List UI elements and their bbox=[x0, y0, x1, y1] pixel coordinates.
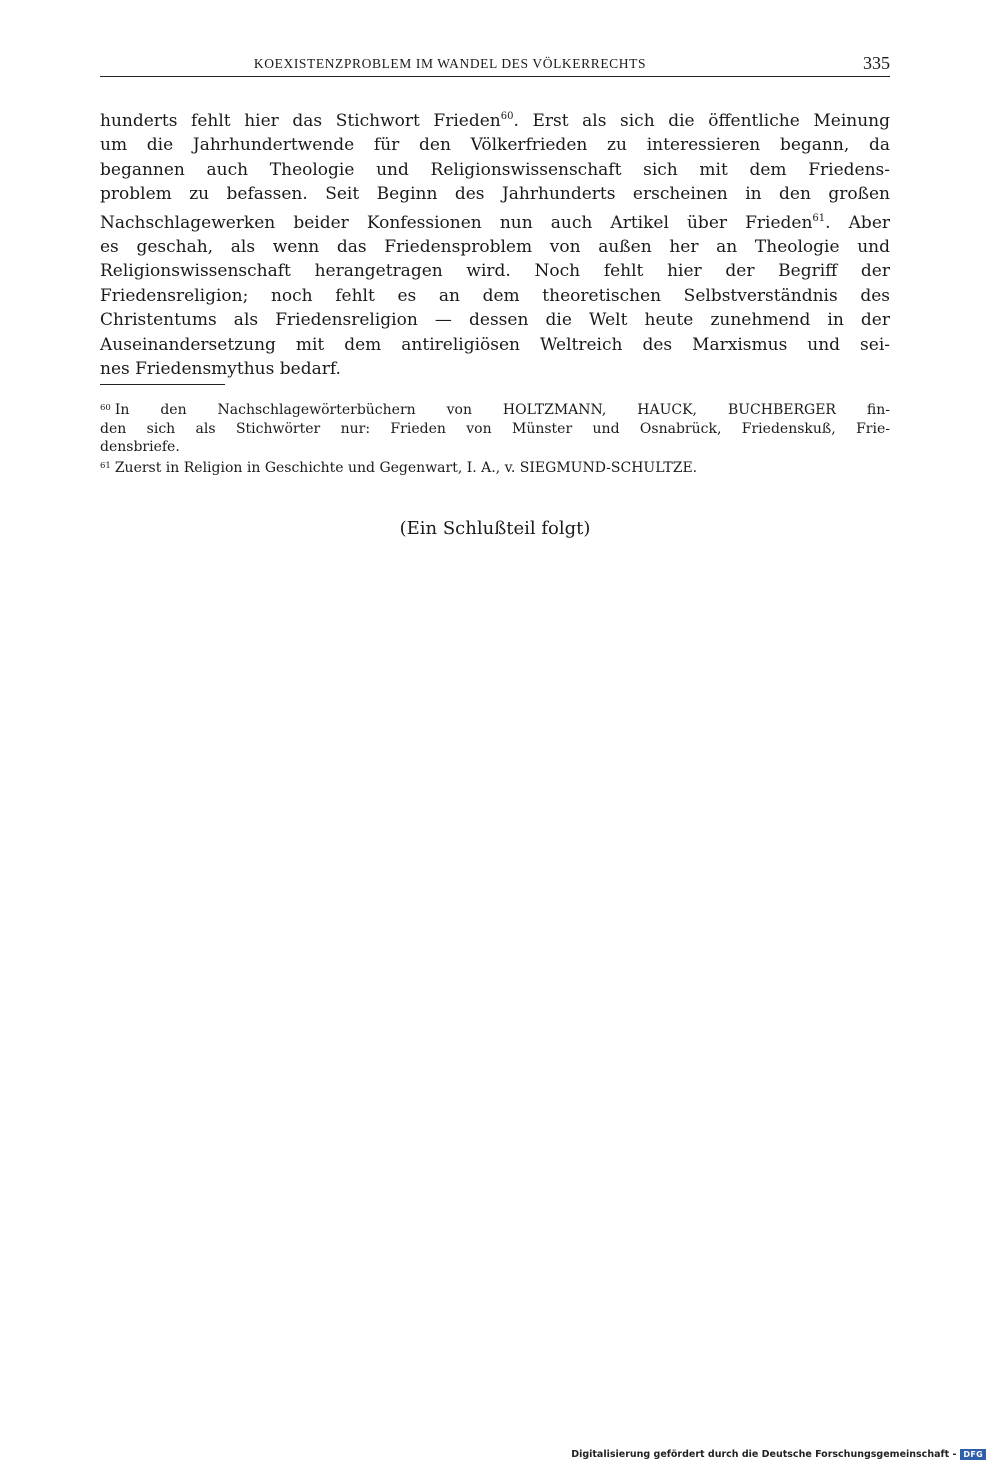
page-number: 335 bbox=[863, 53, 890, 73]
body-line: nes Friedensmythus bedarf. bbox=[100, 359, 341, 380]
footnote-ref-60: 60 bbox=[500, 111, 514, 122]
running-title: KOEXISTENZPROBLEM IM WANDEL DES VÖLKERRECHTS bbox=[253, 56, 647, 71]
body-text-segment: . Erst als sich die öffentliche Meinung bbox=[513, 111, 890, 131]
footnote-60 bbox=[100, 399, 890, 420]
footnote-separator bbox=[100, 384, 225, 385]
body-line: begannen auch Theologie und Religionswissenschaft sich mit dem Friedens- bbox=[100, 159, 890, 180]
body-line: Auseinandersetzung mit dem antireligiösen Weltreich des Marxismus und sei- bbox=[100, 334, 890, 355]
dfg-logo: DFG bbox=[960, 1449, 986, 1460]
digitization-credit bbox=[571, 1449, 986, 1460]
body-line: Friedensreligion; noch fehlt es an dem theoretischen Selbstverständnis des bbox=[100, 285, 890, 306]
body-text-segment: hunderts fehlt hier das Stichwort Frieden bbox=[100, 111, 501, 131]
continuation-note: (Ein Schlußteil folgt) bbox=[399, 518, 591, 539]
body-text-segment: . Aber bbox=[825, 212, 891, 233]
body-line: Religionswissenschaft herangetragen wird. Noch fehlt hier der Begriff der bbox=[100, 261, 890, 282]
body-line: problem zu befassen. Seit Beginn des Jahrhunderts erscheinen in den großen bbox=[100, 184, 890, 205]
footnote-60-cont: den sich als Stichwörter nur: Frieden von Münster und Osnabrück, Friedenskuß, Frie- bbox=[100, 420, 890, 437]
body-line: es geschah, als wenn das Friedensproblem von außen her an Theologie und bbox=[100, 237, 890, 258]
body-line bbox=[100, 105, 890, 133]
footnote-61 bbox=[100, 457, 890, 478]
credit-text: Digitalisierung gefördert durch die Deutsche Forschungsgemeinschaft - bbox=[571, 1449, 957, 1460]
body-paragraph bbox=[100, 105, 890, 381]
body-line bbox=[100, 207, 890, 235]
body-text-segment: Nachschlagewerken beider Konfessionen nun auch Artikel über Frieden bbox=[100, 212, 813, 233]
body-line: Christentums als Friedensreligion — dessen die Welt heute zunehmend in der bbox=[100, 310, 890, 331]
running-header bbox=[100, 54, 890, 77]
footnote-text: Zuerst in Religion in Geschichte und Gegenwart, I. A., v. SIEGMUND-SCHULTZE. bbox=[114, 459, 698, 476]
footnote-60-cont: densbriefe. bbox=[100, 439, 180, 456]
body-line: um die Jahrhundertwende für den Völkerfrieden zu interessieren begann, da bbox=[100, 135, 890, 156]
footnotes bbox=[100, 399, 890, 477]
footnote-marker: 60 bbox=[100, 403, 111, 413]
footnote-text: In den Nachschlagewörterbüchern von HOLTZMANN, HAUCK, BUCHBERGER fin- bbox=[114, 402, 890, 418]
footnote-ref-61: 61 bbox=[812, 212, 826, 224]
footnote-marker: 61 bbox=[100, 460, 111, 471]
